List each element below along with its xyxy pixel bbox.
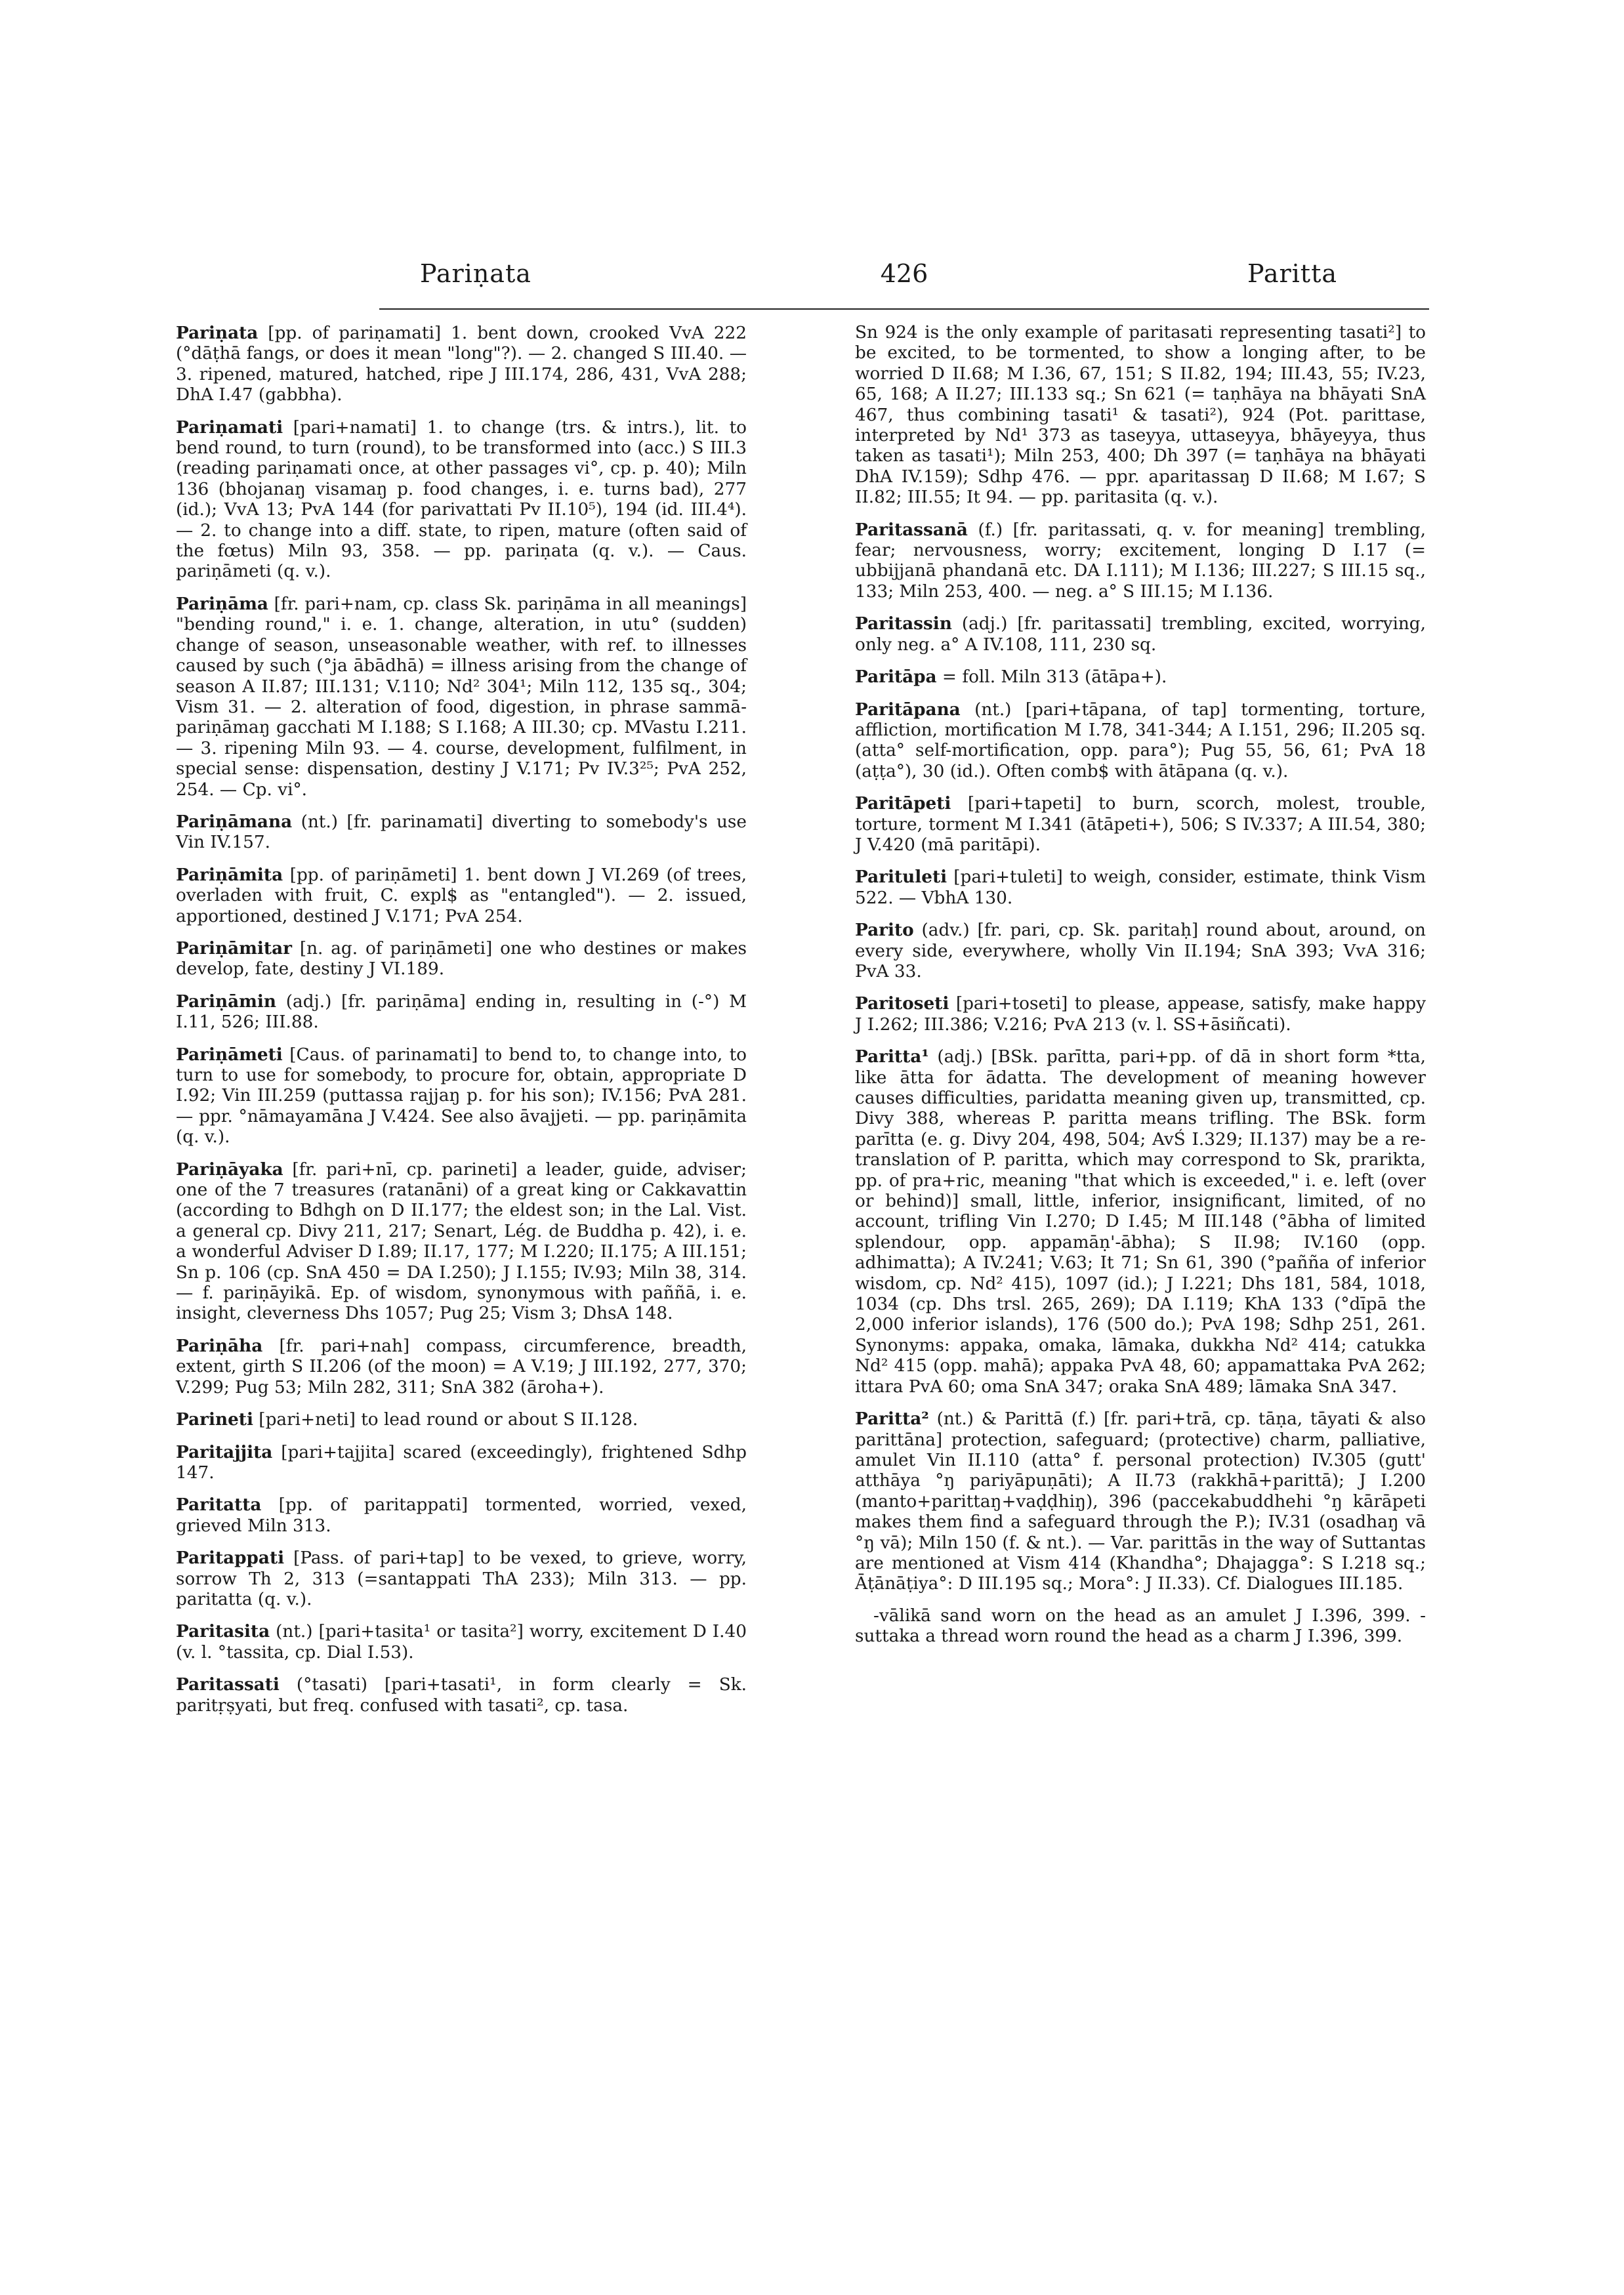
page-number: 426 — [880, 259, 928, 288]
entry-body: Sn 924 is the only example of paritasati representing tasati²] to be excited, to be tormented, to show a longing after, to be worried D II.68; M I.36, 67, 151; S II.82, 194; III.43, 55; IV.23, 65, 168; A II.27; III.133 sq.; Sn 621 (= taṇhāya na bhāyati SnA 467, thus combining tasati¹ & tasati²), 924 (Pot. parittase, interpreted by Nd¹ 373 as taseyya, uttaseyya, bhāyeyya, thus taken as tasati¹); Miln 253, 400; Dh 397 (= taṇhāya na bhāyati DhA IV.159); Sdhp 476. — ppr. aparitassaŋ D II.68; M I.67; S II.82; III.55; It 94. — pp. paritasita (q. v.). — [855, 323, 1426, 508]
entry-body: [pari+namati] 1. to change (trs. & intrs.), lit. to bend round, to turn (round), to be transformed into (acc.) S III.3 (reading pariṇamati once, at other passages vi°, cp. p. 40); Miln 136 (bhojanaŋ visamaŋ p. food changes, i. e. turns bad), 277 (id.); VvA 13; PvA 144 (for parivattati Pv II.10⁵), 194 (id. III.4⁴). — 2. to change into a diff. state, to ripen, mature (often said of the fœtus) Miln 93, 358. — pp. pariṇata (q. v.). — Caus. pariṇāmeti (q. v.). — [176, 417, 747, 582]
entry-headword: Pariṇata — [176, 323, 259, 343]
entry-headword: Paritasita — [176, 1621, 270, 1642]
dictionary-entry — [855, 993, 1426, 1035]
dictionary-entry — [855, 613, 1426, 655]
dictionary-entry — [855, 699, 1426, 783]
entry-body: [fr. pari+nah] compass, circumference, breadth, extent, girth S II.206 (of the moon) = A V.19; J III.192, 277, 370; V.299; Pug 53; Miln 282, 311; SnA 382 (āroha+). — [176, 1336, 747, 1397]
dictionary-entry — [176, 1044, 747, 1148]
dictionary-entry — [176, 1674, 747, 1716]
entry-headword: Pariṇāma — [176, 593, 268, 614]
entry-body: (adj.) [fr. paritassati] trembling, excited, worrying, only neg. a° A IV.108, 111, 230 sq. — [855, 614, 1426, 655]
right-column — [855, 323, 1426, 1647]
entry-headword: Paritta² — [855, 1409, 929, 1430]
entry-body: (nt.) [fr. parinamati] diverting to somebody's use Vin IV.157. — [176, 812, 747, 853]
dictionary-entry — [855, 867, 1426, 909]
dictionary-entry — [176, 1621, 747, 1663]
entry-body: (adj.) [BSk. parītta, pari+pp. of dā in short form *tta, like ātta for ādatta. The development of meaning however causes difficulties, paridatta meaning given up, transmitted, cp. Divy 388, whereas P. paritta means trifling. The BSk. form parītta (e. g. Divy 204, 498, 504; AvŚ I.329; II.137) may be a re-translation of P. paritta, which may correspond to Sk, prarikta, pp. of pra+ric, meaning "that which is exceeded," i. e. left (over or behind)] small, little, inferior, insignificant, limited, of no account, trifling Vin I.270; D I.45; M III.148 (°ābha of limited splendour, opp. appamāṇ'-ābha); S II.98; IV.160 (opp. adhimatta); A IV.241; V.63; It 71; Sn 61, 390 (°pañña of inferior wisdom, cp. Nd² 415), 1097 (id.); J I.221; Dhs 181, 584, 1018, 1034 (cp. Dhs trsl. 265, 269); DA I.119; KhA 133 (°dīpā the 2,000 inferior islands), 176 (500 do.); PvA 198; Sdhp 251, 261. Synonyms: appaka, omaka, lāmaka, dukkha Nd² 414; catukka Nd² 415 (opp. mahā); appaka PvA 48, 60; appamattaka PvA 262; ittara PvA 60; oma SnA 347; oraka SnA 489; lāmaka SnA 347. — [855, 1047, 1426, 1397]
dictionary-entry — [176, 1336, 747, 1398]
dictionary-entry — [855, 667, 1426, 688]
header-rule — [379, 308, 1429, 310]
dictionary-entry — [176, 1159, 747, 1325]
dictionary-entry — [176, 865, 747, 927]
entry-headword: Paritassin — [855, 613, 952, 634]
entry-headword: Paritatta — [176, 1495, 262, 1516]
entry-body: [fr. pari+nī, cp. parineti] a leader, guide, adviser; one of the 7 treasures (ratanāni) of a great king or Cakkavattin (according to Bdhgh on D II.177; the eldest son; in the Lal. Vist. a general cp. Divy 211, 217; Senart, Lég. de Buddha p. 42), i. e. a wonderful Adviser D I.89; II.17, 177; M I.220; II.175; A III.151; Sn p. 106 (cp. SnA 450 = DA I.250); J I.155; IV.93; Miln 38, 314. — f. pariṇāyikā. Ep. of wisdom, synonymous with paññā, i. e. insight, cleverness Dhs 1057; Pug 25; Vism 3; DhsA 148. — [176, 1159, 747, 1324]
dictionary-entry — [176, 991, 747, 1033]
dictionary-entry — [855, 1046, 1426, 1397]
entry-headword: Pariṇāmana — [176, 811, 293, 832]
entry-headword: Paritassanā — [855, 519, 968, 540]
page-header — [379, 259, 1429, 299]
entry-headword: Paritajjita — [176, 1441, 273, 1462]
entry-body: -vālikā sand worn on the head as an amulet J I.396, 399. -suttaka a thread worn round the head as a charm J I.396, 399. — [855, 1605, 1426, 1647]
dictionary-entry — [855, 1409, 1426, 1595]
entry-body: (nt.) [pari+tāpana, of tap] tormenting, torture, affliction, mortification M I.78, 341-344; A I.151, 296; II.205 sq. (atta° self-mortification, opp. para°); Pug 55, 56, 61; PvA 18 (aṭṭa°), 30 (id.). Often comb$ with ātāpana (q. v.). — [855, 699, 1426, 781]
entry-body: [pp. of pariṇamati] 1. bent down, crooked VvA 222 (°dāṭhā fangs, or does it mean "long"?). — 2. changed S III.40. — 3. ripened, matured, hatched, ripe J III.174, 286, 431, VvA 288; DhA I.47 (gabbha). — [176, 323, 747, 405]
entry-headword: Parineti — [176, 1409, 253, 1430]
entry-headword: Pariṇāha — [176, 1335, 263, 1356]
entry-headword: Pariṇamati — [176, 417, 283, 438]
dictionary-entry — [176, 1495, 747, 1537]
dictionary-entry — [176, 1409, 747, 1430]
entry-body: (nt.) [pari+tasita¹ or tasita²] worry, excitement D I.40 (v. l. °tassita, cp. Dial I.53). — [176, 1622, 747, 1663]
entry-body: (adj.) [fr. pariṇāma] ending in, resulting in (-°) M I.11, 526; III.88. — [176, 991, 747, 1033]
entry-body: = foll. Miln 313 (ātāpa+). — [936, 667, 1167, 688]
entry-body: [fr. pari+nam, cp. class Sk. pariṇāma in all meanings] "bending round," i. e. 1. change, alteration, in utu° (sudden) change of season, unseasonable weather, with ref. to illnesses caused by such (°ja ābādhā) = illness arising from the change of season A II.87; III.131; V.110; Nd² 304¹; Miln 112, 135 sq., 304; Vism 31. — 2. alteration of food, digestion, in phrase sammā-pariṇāmaŋ gacchati M I.188; S I.168; A III.30; cp. MVastu I.211. — 3. ripening Miln 93. — 4. course, development, fulfilment, in special sense: dispensation, destiny J V.171; Pv IV.3²⁵; PvA 252, 254. — Cp. vi°. — [176, 594, 747, 800]
entry-headword: Paritappati — [176, 1548, 285, 1569]
entry-headword: Pariṇāmita — [176, 864, 283, 885]
entry-headword: Paritassati — [176, 1674, 280, 1695]
entry-body: (nt.) & Parittā (f.) [fr. pari+trā, cp. tāṇa, tāyati & also parittāna] protection, safeguard; (protective) charm, palliative, amulet Vin II.110 (atta° f. personal protection) IV.305 (gutt' atthāya °ŋ pariyāpuṇāti); A II.73 (rakkhā+parittā); J I.200 (manto+parittaŋ+vaḍḍhiŋ), 396 (paccekabuddhehi °ŋ kārāpeti makes them find a safeguard through the P.); IV.31 (osadhaŋ vā °ŋ vā); Miln 150 (f. & nt.). — Var. parittās in the way of Suttantas are mentioned at Vism 414 (Khandha°; Dhajagga°: S I.218 sq.; Āṭānāṭiya°: D III.195 sq.; Mora°: J II.33). Cf. Dialogues III.185. — [855, 1409, 1426, 1594]
entry-body: (°tasati) [pari+tasati¹, in form clearly = Sk. paritṛṣyati, but freq. confused with tasati², cp. tasa. — [176, 1675, 747, 1716]
entry-body: [Pass. of pari+tap] to be vexed, to grieve, worry, sorrow Th 2, 313 (=santappati ThA 233); Miln 313. — pp. paritatta (q. v.). — [176, 1548, 747, 1609]
entry-body: (adv.) [fr. pari, cp. Sk. paritaḥ] round about, around, on every side, everywhere, wholly Vin II.194; SnA 393; VvA 316; PvA 33. — [855, 920, 1426, 982]
entry-body: [pp. of paritappati] tormented, worried, vexed, grieved Miln 313. — [176, 1495, 747, 1536]
dictionary-entry — [176, 1548, 747, 1610]
entry-headword: Paritāpeti — [855, 793, 951, 814]
entry-headword: Pariṇāmeti — [176, 1044, 283, 1065]
entry-headword: Pariṇāyaka — [176, 1159, 283, 1180]
entry-headword: Pariṇāmin — [176, 991, 277, 1012]
dictionary-entry — [855, 793, 1426, 856]
header-left-guideword: Pariṇata — [420, 259, 531, 288]
dictionary-entry — [176, 812, 747, 854]
dictionary-entry — [176, 1442, 747, 1484]
entry-body: [pari+toseti] to please, appease, satisfy, make happy J I.262; III.386; V.216; PvA 213 (v. l. SS+āsiñcati). — [855, 994, 1426, 1035]
header-right-guideword: Paritta — [1247, 259, 1337, 288]
entry-headword: Parituleti — [855, 867, 947, 888]
entry-headword: Paritta¹ — [855, 1046, 929, 1067]
dictionary-entry — [855, 323, 1426, 508]
dictionary-entry — [855, 920, 1426, 982]
entry-body: [pari+neti] to lead round or about S II.128. — [253, 1410, 638, 1430]
entry-body: [pari+tuleti] to weigh, consider, estimate, think Vism 522. — VbhA 130. — [855, 867, 1426, 908]
entry-body: (f.) [fr. paritassati, q. v. for meaning] trembling, fear; nervousness, worry; excitement, longing D I.17 (= ubbijjanā phandanā etc. DA I.111); M I.136; III.227; S III.15 sq., 133; Miln 253, 400. — neg. a° S III.15; M I.136. — [855, 520, 1426, 602]
entry-headword: Paritāpa — [855, 667, 937, 688]
dictionary-entry — [176, 938, 747, 980]
dictionary-entry — [176, 323, 747, 406]
entry-body: [pari+tapeti] to burn, scorch, molest, trouble, torture, torment M I.341 (ātāpeti+), 506; S IV.337; A III.54, 380; J V.420 (mā paritāpi). — [855, 794, 1426, 855]
entry-body: [pari+tajjita] scared (exceedingly), frightened Sdhp 147. — [176, 1442, 747, 1483]
entry-headword: Pariṇāmitar — [176, 938, 292, 959]
dictionary-entry — [176, 417, 747, 583]
dictionary-entry — [855, 1606, 1426, 1647]
entry-body: [Caus. of parinamati] to bend to, to change into, to turn to use for somebody, to procure for, obtain, appropriate D I.92; Vin III.259 (puttassa rajjaŋ p. for his son); IV.156; PvA 281. — ppr. °nāmayamāna J V.424. See also āvajjeti. — pp. pariṇāmita (q. v.). — [176, 1044, 747, 1148]
entry-headword: Parito — [855, 920, 914, 941]
entry-body: [pp. of pariṇāmeti] 1. bent down J VI.269 (of trees, overladen with fruit, C. expl$ as "entangled"). — 2. issued, apportioned, destined J V.171; PvA 254. — [176, 865, 747, 926]
entry-headword: Paritāpana — [855, 699, 961, 720]
entry-headword: Paritoseti — [855, 993, 949, 1014]
left-column — [176, 323, 747, 1727]
dictionary-entry — [176, 594, 747, 800]
dictionary-entry — [855, 520, 1426, 603]
entry-body: [n. ag. of pariṇāmeti] one who destines or makes develop, fate, destiny J VI.189. — [176, 938, 747, 980]
